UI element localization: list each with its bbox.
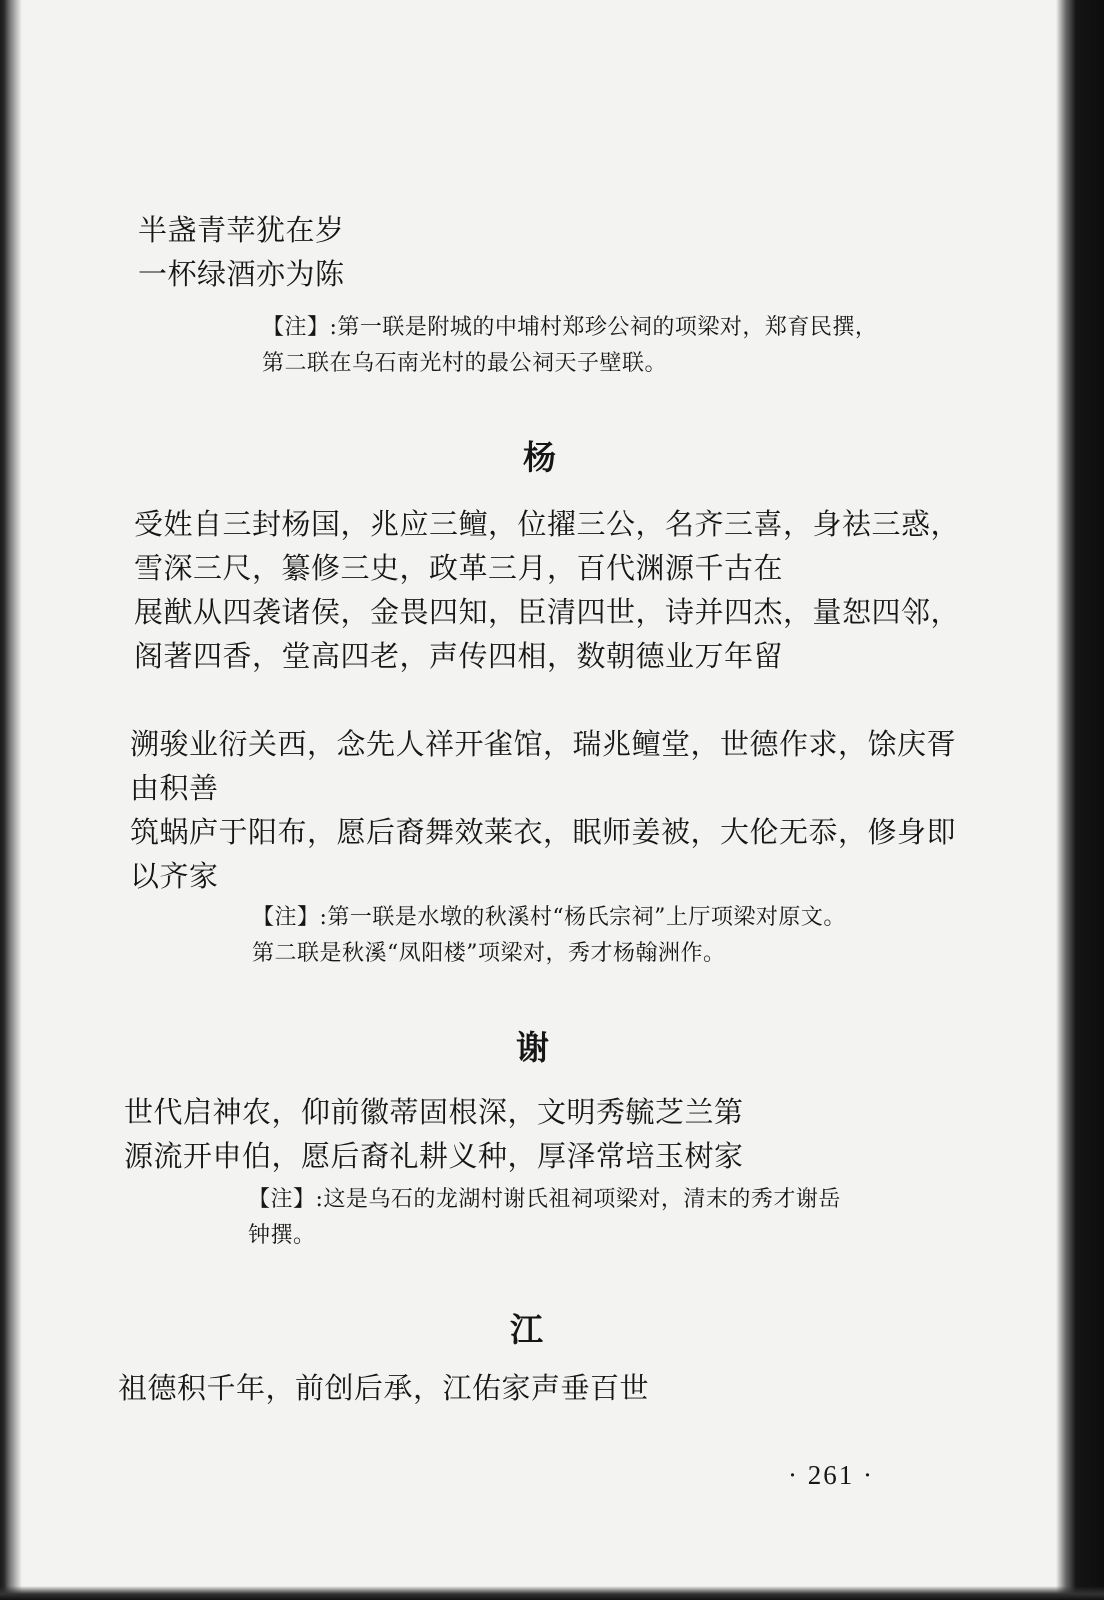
yang-c1-line-3: 展猷从四袭诸侯，金畏四知，臣清四世，诗并四杰，量恕四邻， [134, 595, 961, 629]
yang-couplet-2 [130, 722, 956, 898]
scan-edge-bottom [0, 1586, 1104, 1600]
intro-line-1: 半盏青苹犹在岁 [138, 213, 345, 247]
yang-couplet-1 [134, 502, 960, 678]
page-number: · 261 · [788, 1460, 874, 1490]
yang-c2-line-2: 由积善 [130, 771, 219, 805]
intro-note [262, 310, 877, 382]
yang-note-line-2: 第二联是秋溪“凤阳楼”项梁对，秀才杨翰洲作。 [252, 941, 726, 966]
intro-note-line-2: 第二联在乌石南光村的最公祠天子壁联。 [262, 351, 668, 376]
xie-line-1: 世代启神农，仰前徽蒂固根深，文明秀毓芝兰第 [124, 1095, 744, 1129]
yang-c1-line-2: 雪深三尺，纂修三史，政革三月，百代渊源千古在 [134, 551, 784, 585]
xie-couplet [124, 1090, 744, 1178]
jiang-line-1: 祖德积千年，前创后承，江佑家声垂百世 [118, 1371, 650, 1405]
scan-edge-right [1056, 0, 1104, 1600]
yang-c1-line-4: 阁著四香，堂高四老，声传四相，数朝德业万年留 [134, 639, 784, 673]
yang-c1-line-1: 受姓自三封杨国，兆应三鳣，位擢三公，名齐三喜，身祛三惑， [134, 507, 961, 541]
intro-line-2: 一杯绿酒亦为陈 [138, 257, 345, 291]
heading-jiang: 江 [510, 1310, 543, 1349]
heading-yang: 杨 [523, 438, 556, 477]
xie-line-2: 源流开申伯，愿后裔礼耕义种，厚泽常培玉树家 [124, 1139, 744, 1173]
yang-note-line-1: 【注】:第一联是水墩的秋溪村“杨氏宗祠”上厅项梁对原文。 [252, 905, 846, 930]
yang-note [252, 900, 846, 972]
yang-c2-line-3: 筑蜗庐于阳布，愿后裔舞效莱衣，眠师姜被，大伦无忝，修身即 [130, 815, 957, 849]
xie-note [248, 1182, 841, 1254]
scan-edge-left [0, 0, 22, 1600]
jiang-couplet [118, 1366, 649, 1410]
intro-note-line-1: 【注】:第一联是附城的中埔村郑珍公祠的项梁对，郑育民撰， [262, 315, 878, 340]
xie-note-line-1: 【注】:这是乌石的龙湖村谢氏祖祠项梁对，清末的秀才谢岳 [248, 1187, 841, 1212]
yang-c2-line-4: 以齐家 [130, 859, 219, 893]
yang-c2-line-1: 溯骏业衍关西，念先人祥开雀馆，瑞兆鳣堂，世德作求，馀庆胥 [130, 727, 957, 761]
intro-couplet [138, 208, 345, 296]
xie-note-line-2: 钟撰。 [248, 1223, 316, 1248]
heading-xie: 谢 [516, 1028, 549, 1067]
